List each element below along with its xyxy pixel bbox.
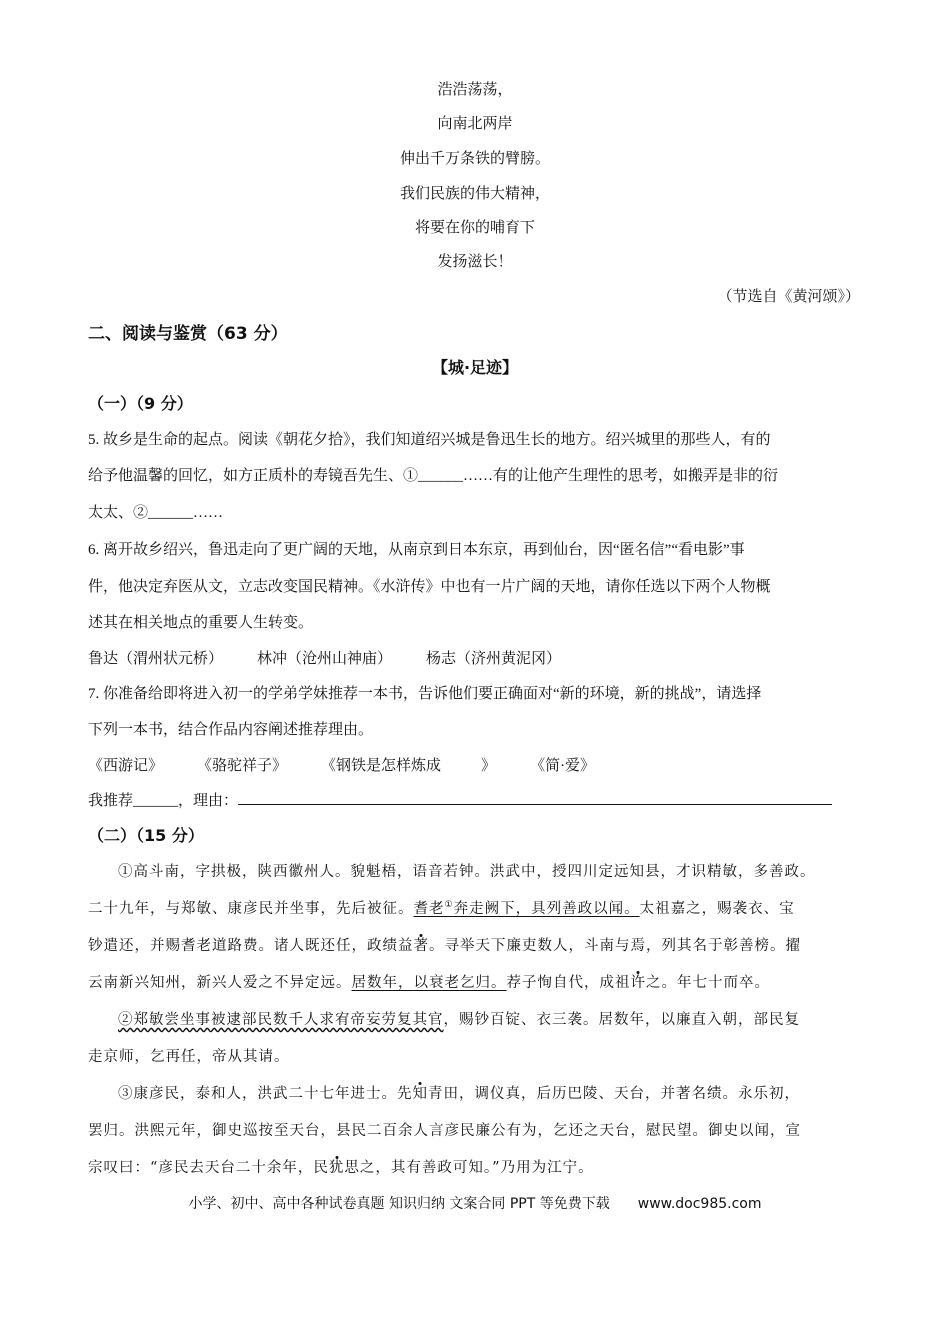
poem-line: 伸出千万条铁的臂膀。 [399,149,550,167]
dotted-char: 著 [413,938,429,954]
question-5-line1: 5. 故乡是生命的起点。阅读《朝花夕拾》，我们知道绍兴城是鲁迅生长的地方。绍兴城里的那些人，有的 [88,432,771,448]
question-5-line2 [88,464,778,485]
q5-text: 太太、② [88,505,149,521]
section-title: 【城·足迹】 [431,358,519,377]
answer-blank-1[interactable]: ______ [418,468,464,484]
q7-answer-label: 我推荐 [88,793,134,809]
part-label: （一）（9 分） [88,394,193,413]
classical-p1-line4 [88,971,770,992]
dotted-char: 知 [412,1086,428,1102]
underlined-sentence [414,901,640,917]
text-run: 云南新兴知州，新兴人爱之不异定远。 [88,975,352,991]
text-run: 宗叹曰：“彦民去天台二十余年，民 [88,1160,329,1176]
q5-text: 给予他温馨的回忆，如方正质朴的寿镜吾先生、① [88,468,419,484]
text-run: ③康彦民，泰和人，洪武二十七年进士。先 [118,1086,413,1102]
question-6-line3: 述其在相关地点的重要人生转变。 [88,615,314,631]
classical-p3-line3 [88,1156,594,1177]
text-run: 太祖嘉之，赐袭衣、宝 [639,901,795,917]
recommend-blank[interactable]: ______ [133,793,179,809]
reason-answer-line[interactable] [238,790,832,805]
book-luotuo: 《骆驼祥子》 [197,758,288,774]
question-7-books [88,754,595,775]
question-5-line3 [88,501,223,522]
classical-p1-line2 [88,897,795,918]
question-6-options [88,647,561,668]
poem-line: 我们民族的伟大精神， [399,184,550,202]
text-run: 青田，调仪真，后历巴陵、天台，并著名绩。永乐初， [428,1086,800,1102]
q5-text: …… [193,505,224,521]
text-run: 奔走阙下，具列善政以闻。 [453,901,640,917]
question-6-line2: 件，他决定弃医从文，立志改变国民精神。《水浒传》中也有一片广阔的天地，请你任选以下两个人物概 [88,579,771,595]
book-jianai: 《简·爱》 [530,758,596,774]
text-run: 思之，其有善政可知。”乃用为江宁。 [344,1160,594,1176]
poem-line: 向南北两岸 [437,114,513,132]
text-run: 荐子恂自代，成祖 [506,975,631,991]
classical-p2-line1 [118,1008,800,1029]
classical-p1-line3 [88,934,801,955]
text-run: ，赐钞百锭、衣三袭。居数年，以廉直入朝，部民复 [443,1012,800,1028]
question-7-answer [88,789,832,810]
dotted-char: 许 [630,975,646,991]
poem-line: 发扬滋长！ [437,252,513,270]
text-run: 之。年七十而卒。 [646,975,770,991]
option-yangzhi: 杨志（济州黄泥冈） [426,651,562,667]
page-footer [0,1193,950,1213]
section-heading: 二、阅读与鉴赏（63 分） [88,324,288,344]
question-6-line1: 6. 离开故乡绍兴，鲁迅走向了更广阔的天地，从南京到日本东京，再到仙台，因“匿名信”“看电影”事 [88,542,745,558]
part-label: （二）（15 分） [88,826,204,845]
classical-p3-line2: 罢归。洪熙元年，御史巡按至天台，县民二百余人言彦民廉公有为，乞还之天台，慰民望。御史以闻，宣 [88,1123,801,1139]
q7-reason-label: ，理由： [178,793,239,809]
question-7-line2: 下列一本书，结合作品内容阐述推荐理由。 [88,722,374,738]
text-run: 耆老 [413,901,445,917]
poem-source: （节选自《黄河颂》） [717,287,860,305]
classical-p3-line1 [118,1082,800,1103]
dotted-char: 犹 [328,1160,345,1176]
poem-line: 浩浩荡荡， [437,80,513,98]
classical-p2-line2: 走京师，乞再任，帝从其请。 [88,1049,290,1065]
book-gangtie: 《钢铁是怎样炼成 [321,758,442,774]
underlined-sentence: 居数年，以衰老乞归。 [351,975,507,991]
book-gangtie-end: 》 [481,758,497,774]
footer-text: 小学、初中、高中各种试卷真题 知识归纳 文案合同 PPT 等免费下载 [188,1196,610,1212]
option-luda: 鲁达（渭州状元桥） [88,651,224,667]
question-7-line1: 7. 你准备给即将进入初一的学弟学妹推荐一本书，告诉他们要正确面对“新的环境，新的挑战”，请选择 [88,686,762,702]
text-run: 。寻举天下廉吏数人，斗南与焉，列其名于彰善榜。擢 [429,938,801,954]
classical-p1-line1: ①高斗南，字拱极，陕西徽州人。貌魁梧，语音若钟。洪武中，授四川定远知县，才识精敏，多善政。 [118,864,816,880]
wavy-sentence: ②郑敏尝坐事被逮部民数千人求宥帝妄劳复其官 [118,1012,444,1028]
option-linchong: 林冲（沧州山神庙） [257,651,393,667]
footer-url[interactable]: www.doc985.com [637,1196,762,1212]
poem-line: 将要在你的哺育下 [414,218,535,236]
answer-blank-2[interactable]: ______ [148,505,194,521]
footnote-marker: ① [444,900,454,911]
book-xiyouji: 《西游记》 [88,758,164,774]
text-run: 钞遣还，并赐耆老道路费。诸人既还任，政绩益 [88,938,414,954]
q5-text: ……有的让他产生理性的思考，如搬弄是非的衍 [463,468,779,484]
text-run: 二十九年，与郑敏、康彦民并坐事，先后被征。 [88,901,414,917]
